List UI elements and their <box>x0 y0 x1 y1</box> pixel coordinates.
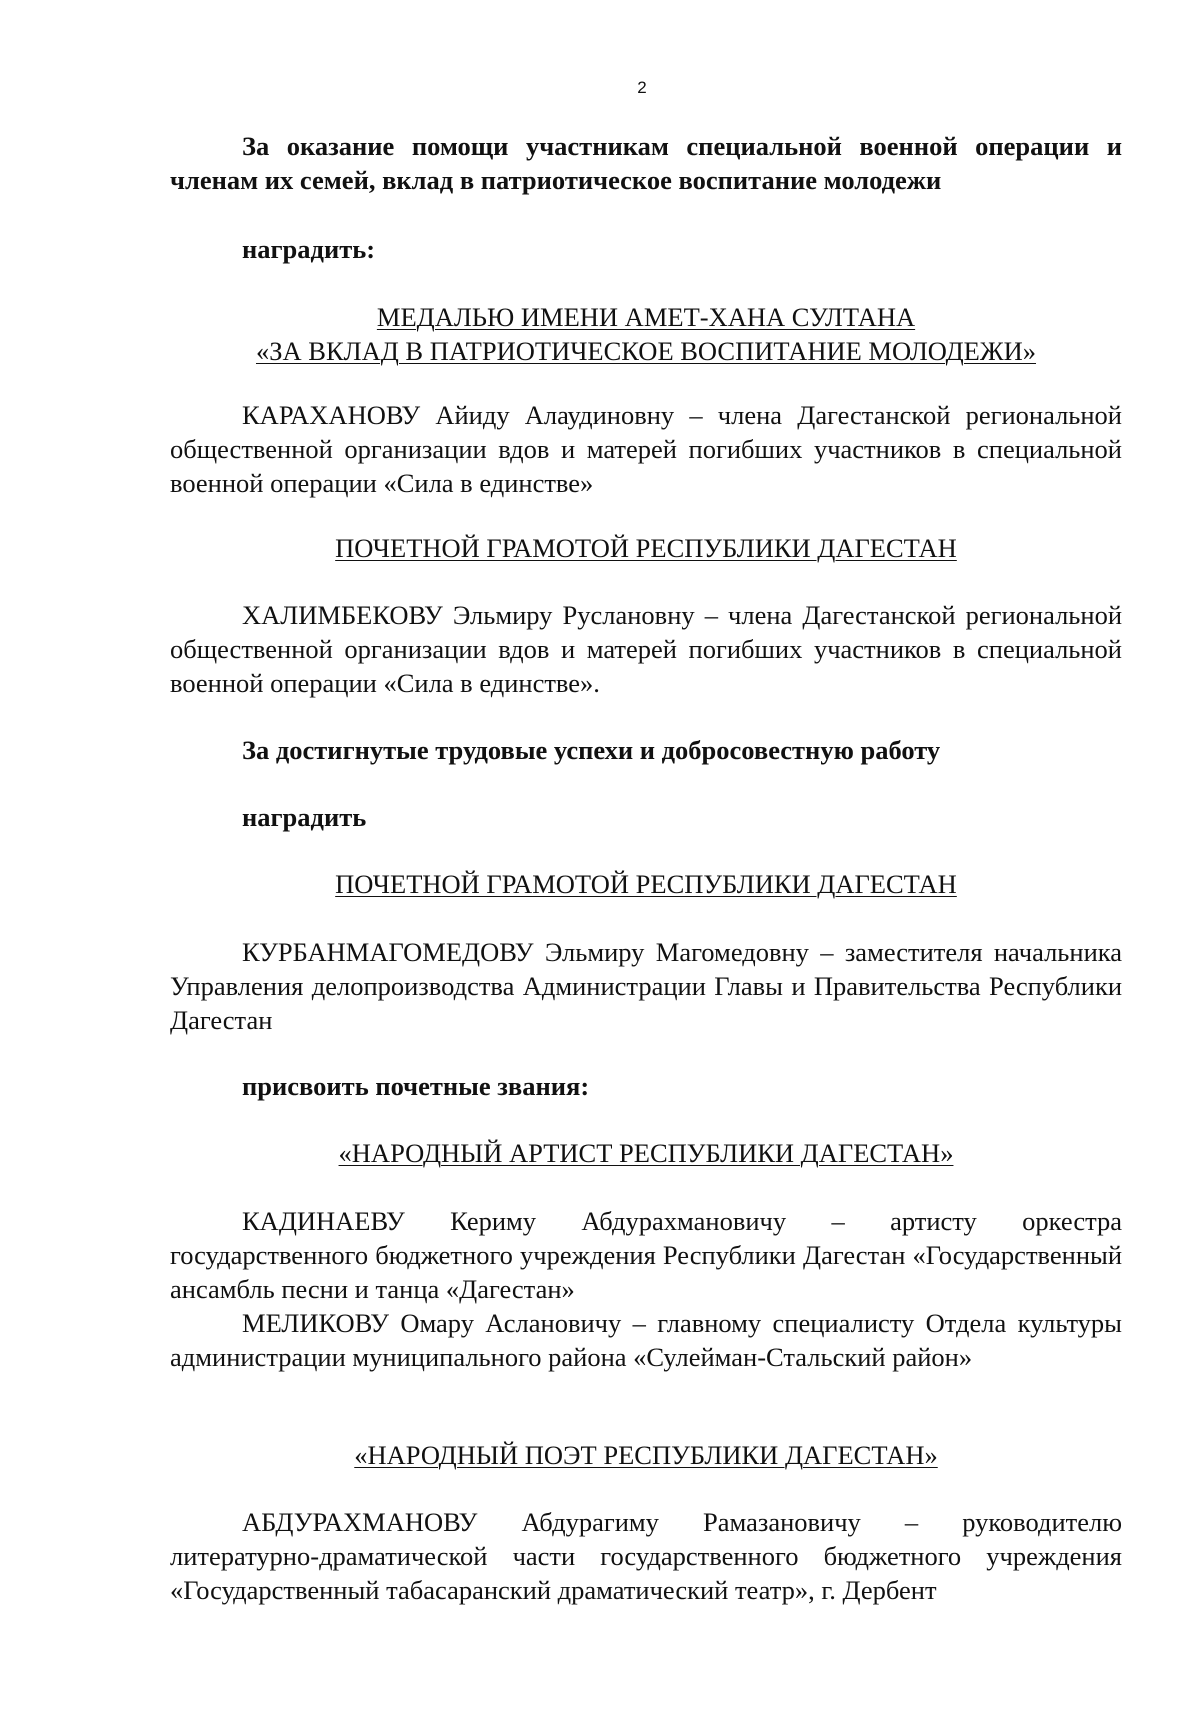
section-4-action: присвоить почетные звания: <box>242 1071 590 1101</box>
section-1-award-line2: «ЗА ВКЛАД В ПАТРИОТИЧЕСКОЕ ВОСПИТАНИЕ МОЛОДЕЖИ» <box>255 336 1037 366</box>
section-1-award-line1: МЕДАЛЬЮ ИМЕНИ АМЕТ-ХАНА СУЛТАНА <box>376 302 916 332</box>
section-2-person: ХАЛИМБЕКОВУ Эльмиру Руслановну – члена Дагестанской региональной общественной организации вдов и матерей погибших участников в специальной военной операции «Сила в единстве». <box>170 600 1122 698</box>
section-1-person: КАРАХАНОВУ Айиду Алаудиновну – члена Дагестанской региональной общественной организации вдов и матерей погибших участников в специальной военной операции «Сила в единстве» <box>170 400 1122 498</box>
section-4-title-1: «НАРОДНЫЙ АРТИСТ РЕСПУБЛИКИ ДАГЕСТАН» <box>338 1138 954 1168</box>
section-3-action: наградить <box>242 802 367 832</box>
section-4-title-2: «НАРОДНЫЙ ПОЭТ РЕСПУБЛИКИ ДАГЕСТАН» <box>354 1440 938 1470</box>
section-3-person: КУРБАНМАГОМЕДОВУ Эльмиру Магомедовну – заместителя начальника Управления делопроизводства Администрации Главы и Правительства Республики Дагестан <box>170 937 1122 1035</box>
section-1-intro: За оказание помощи участникам специальной военной операции и членам их семей, вклад в патриотическое воспитание молодежи <box>170 131 1122 195</box>
page-number: 2 <box>637 78 647 97</box>
section-1-action: наградить: <box>242 234 376 264</box>
section-2-award: ПОЧЕТНОЙ ГРАМОТОЙ РЕСПУБЛИКИ ДАГЕСТАН <box>335 533 957 563</box>
section-4-person-1: КАДИНАЕВУ Кериму Абдурахмановичу – артисту оркестра государственного бюджетного учреждения Республики Дагестан «Государственный ансамбль песни и танца «Дагестан» <box>170 1206 1122 1304</box>
section-3-intro: За достигнутые трудовые успехи и добросовестную работу <box>242 735 941 765</box>
section-4-person-2: МЕЛИКОВУ Омару Аслановичу – главному специалисту Отдела культуры администрации муниципального района «Сулейман-Стальский район» <box>170 1308 1122 1372</box>
section-3-award: ПОЧЕТНОЙ ГРАМОТОЙ РЕСПУБЛИКИ ДАГЕСТАН <box>335 869 957 899</box>
section-4-person-3: АБДУРАХМАНОВУ Абдурагиму Рамазановичу – руководителю литературно-драматической части государственного бюджетного учреждения «Государственный табасаранский драматический театр», г. Дербент <box>170 1507 1122 1605</box>
